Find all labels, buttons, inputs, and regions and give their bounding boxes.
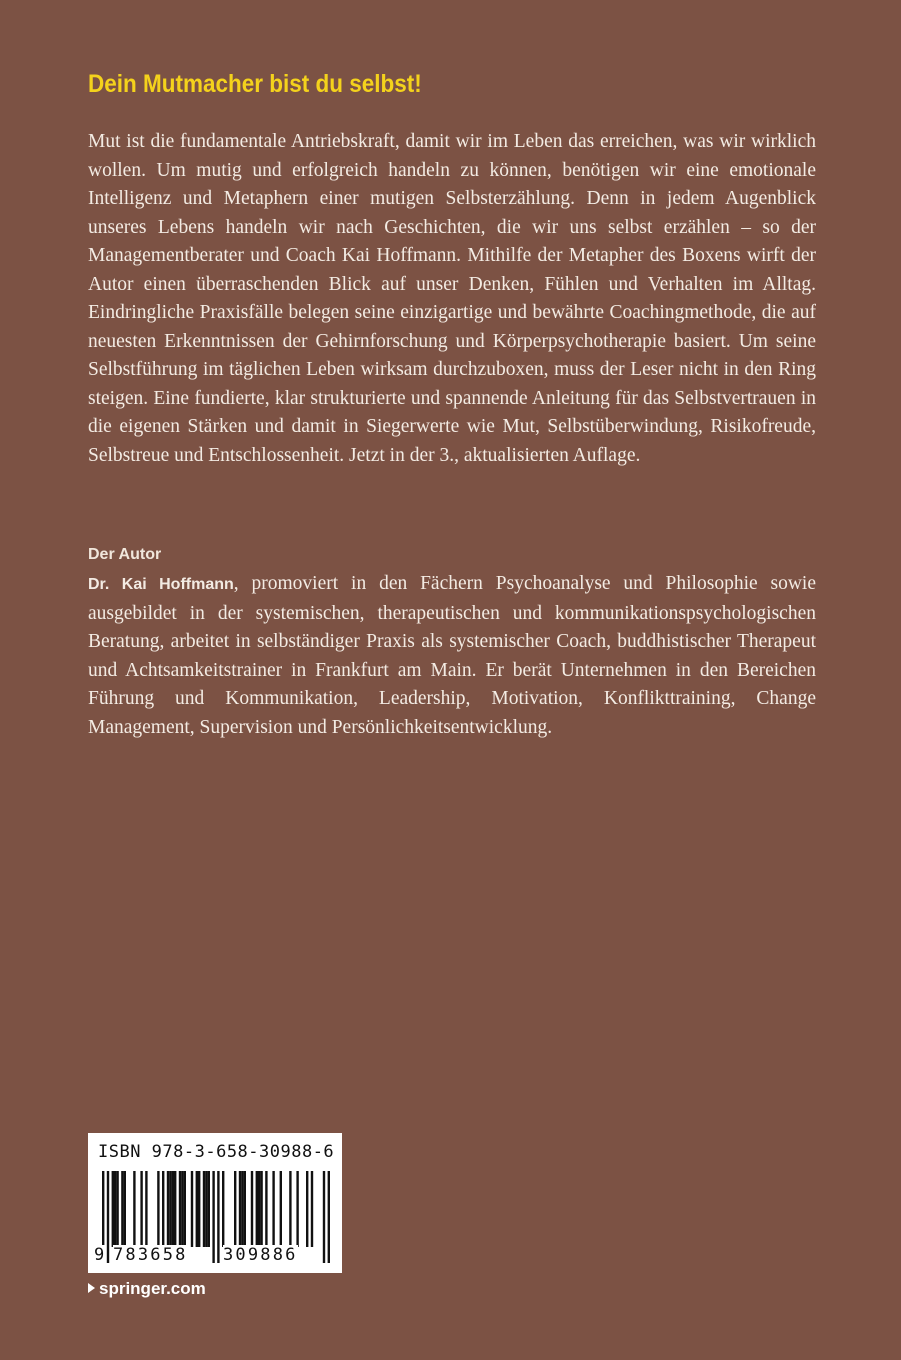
barcode-bar [289, 1171, 291, 1247]
barcode-bar [258, 1171, 260, 1247]
publisher-link[interactable] [88, 1278, 206, 1300]
barcode-bar [112, 1171, 114, 1247]
publisher-url: springer.com [99, 1279, 206, 1298]
headline: Dein Mutmacher bist du selbst! [88, 70, 422, 98]
barcode-bar [133, 1171, 135, 1247]
barcode-bar [196, 1171, 198, 1247]
isbn-label: ISBN 978-3-658-30988-6 [98, 1142, 335, 1162]
author-bio [88, 570, 816, 742]
author-heading: Der Autor [88, 546, 162, 563]
barcode-bar [222, 1171, 224, 1247]
barcode-bar [306, 1171, 308, 1247]
barcode-digits [88, 1245, 342, 1267]
barcode-digit-first: 9 [94, 1245, 107, 1265]
barcode-bar [179, 1171, 181, 1247]
barcode-bar [157, 1171, 159, 1247]
barcode-digits-left: 783658 [113, 1245, 188, 1265]
barcode-bar [181, 1171, 183, 1247]
author-bio-text: , promoviert in den Fächern Psychoanalyse und Philosophie sowie ausgebildet in der systemischen, therapeutischen und kommunikationspsychologischen Beratung, arbeitet in selbständiger Praxis als systemischer Coach, buddhistischer Therapeut und Achtsamkeitstrainer in Frankfurt am Main. Er berät Unternehmen in den Bereichen Führung und Kommunikation, Leadership, Motivation, Konflikttraining, Change Management, Supervision und Persönlichkeitsentwicklung. [88, 573, 816, 738]
barcode-bar [256, 1171, 258, 1247]
barcode [88, 1133, 342, 1273]
barcode-bar [124, 1171, 126, 1247]
barcode-bar [167, 1171, 169, 1247]
barcode-bar [311, 1171, 313, 1247]
barcode-bar [244, 1171, 246, 1247]
barcode-bar [184, 1171, 186, 1247]
barcode-bar [241, 1171, 243, 1247]
barcode-bar [251, 1171, 253, 1247]
barcode-bar [265, 1171, 267, 1247]
author-name: Dr. Kai Hoffmann [88, 576, 234, 593]
barcode-bar [114, 1171, 116, 1247]
barcode-bar [198, 1171, 200, 1247]
barcode-bar [272, 1171, 274, 1247]
arrow-right-icon [88, 1283, 95, 1293]
barcode-digits-right: 309886 [223, 1245, 298, 1265]
barcode-bar [239, 1171, 241, 1247]
barcode-bar [121, 1171, 123, 1247]
barcode-bar [191, 1171, 193, 1247]
blurb-text: Mut ist die fundamentale Antriebskraft, damit wir im Leben das erreichen, was wir wirklich wollen. Um mutig und erfolgreich handeln zu können, benötigen wir eine emotionale Intelligenz und Metaphern einer mutigen Selbsterzählung. Denn in jedem Augenblick unseres Lebens handeln wir nach Geschichten, die wir uns selbst erzählen – so der Managementberater und Coach Kai Hoffmann. Mithilfe der Metapher des Boxens wirft der Autor einen überraschenden Blick auf unser Denken, Fühlen und Verhalten im Alltag. Eindringliche Praxisfälle belegen seine einzigartige und bewährte Coachingmethode, die auf neuesten Erkenntnissen der Gehirnforschung und Körperpsychotherapie basiert. Um seine Selbstführung im täglichen Leben wirksam durchzuboxen, muss der Leser nicht in den Ring steigen. Eine fundierte, klar strukturierte und spannende Anleitung für das Selbstvertrauen in die eigenen Stärken und damit in Siegerwerte wie Mut, Selbstüberwindung, Risikofreude, Selbstreue und Entschlossenheit. Jetzt in der 3., aktualisierten Auflage. [88, 131, 816, 466]
barcode-bar [169, 1171, 171, 1247]
barcode-bar [234, 1171, 236, 1247]
barcode-bar [174, 1171, 176, 1247]
barcode-bar [140, 1171, 142, 1247]
barcode-bar [116, 1171, 118, 1247]
barcode-bar [280, 1171, 282, 1247]
barcode-bar [205, 1171, 207, 1247]
barcode-bar [203, 1171, 205, 1247]
barcode-bar [296, 1171, 298, 1247]
barcode-bar [208, 1171, 210, 1247]
barcode-bar [172, 1171, 174, 1247]
barcode-bar [145, 1171, 147, 1247]
barcode-bar [162, 1171, 164, 1247]
barcode-bar [260, 1171, 262, 1247]
